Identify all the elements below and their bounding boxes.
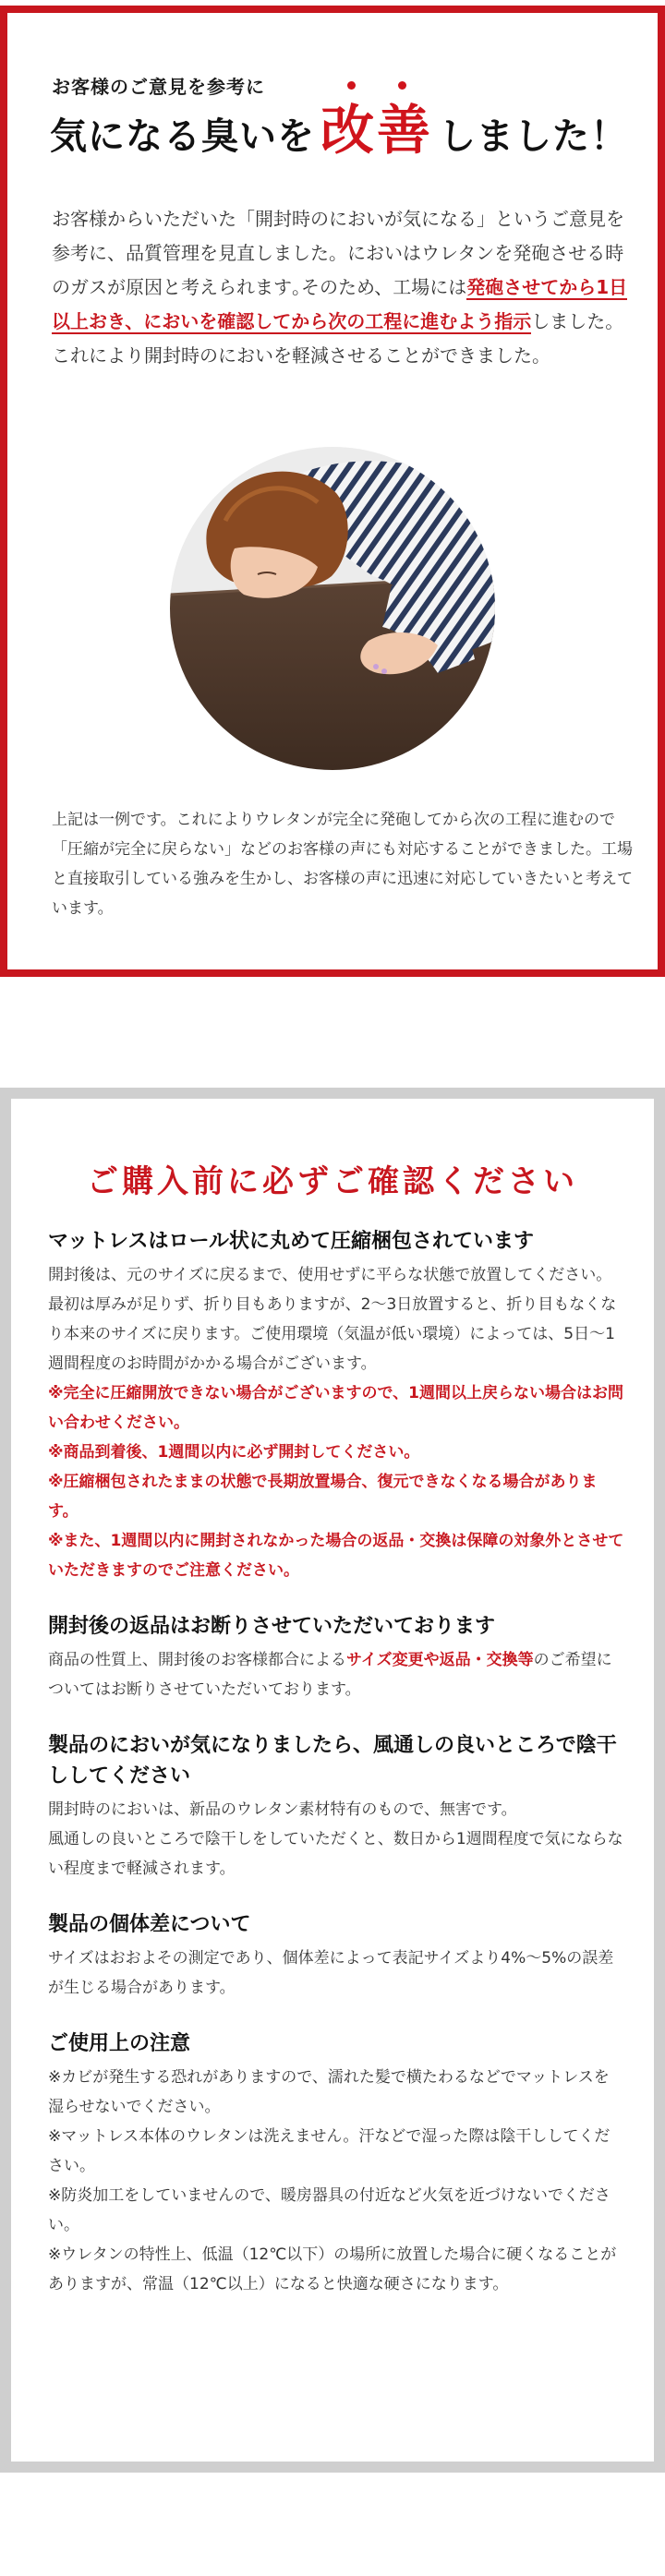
block-body-line: 風通しの良いところで陰干しをしていただくと、数日から1週間程度で気にならない程度まで軽減されます。 (48, 1830, 623, 1878)
block-heading: 製品のにおいが気になりましたら、風通しの良いところで陰干ししてください (48, 1734, 617, 1788)
caution-line: ※カビが発生する恐れがありますので、濡れた髪で横たわるなどでマットレスを湿らせないでください。 (48, 2068, 610, 2116)
warning-line: ※完全に圧縮開放できない場合がございますので、1週間以上戻らない場合はお問い合わせください。 (48, 1384, 624, 1432)
warning-line: ※圧縮梱包されたままの状態で長期放置場合、復元できなくなる場合があります。 (48, 1473, 598, 1521)
example-note-paragraph: 上記は一例です。これによりウレタンが完全に発砲してから次の工程に進むので「圧縮が完全に戻らない」などのお客様の声にも対応することができました。工場と直接取引している強みを生かし、お客様の声に迅速に対応していきたいと考えています。 (52, 811, 633, 918)
emphasis-dot (398, 81, 406, 90)
block-body (48, 1645, 624, 1704)
pre-purchase-notice-section (0, 1088, 665, 2473)
headline-emphasis-text: 改善 (320, 99, 434, 162)
notice-title: ご購入前に必ずご確認ください (87, 1163, 578, 1200)
block-heading: マットレスはロール状に丸めて圧縮梱包されています (48, 1230, 535, 1253)
odor-airing-block (48, 1730, 624, 1884)
photo-illustration (170, 447, 495, 770)
intro-text-part1: お客様からいただいた「開封時のにおいが気になる」というご意見を参考に、品質管理を見直しました。においはウレタンを発砲させる時のガスが原因と考えられます｡そのため、工場には (52, 208, 624, 298)
block-heading: ご使用上の注意 (48, 2032, 191, 2055)
headline-after: しました！ (439, 115, 629, 158)
emphasis-dot (347, 81, 356, 90)
no-returns-block (48, 1611, 624, 1704)
size-variance-block (48, 1909, 624, 2003)
section-headline (50, 87, 641, 164)
body-text-before: 商品の性質上、開封後のお客様都合による (48, 1651, 346, 1669)
block-heading: 開封後の返品はお断りさせていただいております (48, 1615, 496, 1638)
block-body-line: 開封時のにおいは、新品のウレタン素材特有のもので、無害です。 (48, 1800, 517, 1819)
block-body: 開封後は、元のサイズに戻るまで、使用せずに平らな状態で放置してください。最初は厚みが足りず、折り目もありますが、2〜3日放置すると、折り目もなくなり本来のサイズに戻ります。ご使用環境（気温が低い環境）によっては、5日〜1週間程度のお時間がかかる場合がございます。 (48, 1266, 617, 1373)
block-body: サイズはおおよその測定であり、個体差によって表記サイズより4%〜5%の誤差が生じる場合があります。 (48, 1949, 614, 1997)
intro-highlight: 発砲させてから1日以上おき、においを確認してから次の工程に進むよう指示 (52, 276, 628, 332)
section-subheading: お客様のご意見を参考に (52, 76, 265, 98)
warning-line: ※また、1週間以内に開封されなかった場合の返品・交換は保障の対象外とさせていただきますのでご注意ください。 (48, 1532, 624, 1580)
caution-line: ※防炎加工をしていませんので、暖房器具の付近など火気を近づけないでください。 (48, 2186, 611, 2234)
odor-improvement-section (0, 6, 665, 977)
body-highlight: サイズ変更や返品・交換等 (346, 1651, 534, 1669)
headline-emphasis (320, 87, 433, 164)
intro-paragraph (52, 202, 634, 373)
body-text-after: のご希望についてはお断りさせていただいております。 (48, 1651, 612, 1699)
emphasis-dots-decoration (320, 81, 433, 90)
usage-caution-block (48, 2028, 624, 2299)
warning-line: ※商品到着後、1週間以内に必ず開封してください。 (48, 1443, 420, 1462)
notice-content (48, 1226, 624, 2325)
block-heading: 製品の個体差について (48, 1913, 251, 1936)
person-sleeping-on-mattress-photo (170, 447, 495, 770)
caution-line: ※ウレタンの特性上、低温（12℃以下）の場所に放置した場合に硬くなることがありますが、常温（12℃以上）になると快適な硬さになります。 (48, 2245, 617, 2293)
caution-line: ※マットレス本体のウレタンは洗えません。汗などで湿った際は陰干ししてください。 (48, 2127, 611, 2175)
intro-text-part2: しました。これにより開封時のにおいを軽減させることができました。 (52, 310, 624, 367)
compression-packaging-block (48, 1226, 624, 1585)
headline-before: 気になる臭いを (50, 115, 315, 158)
